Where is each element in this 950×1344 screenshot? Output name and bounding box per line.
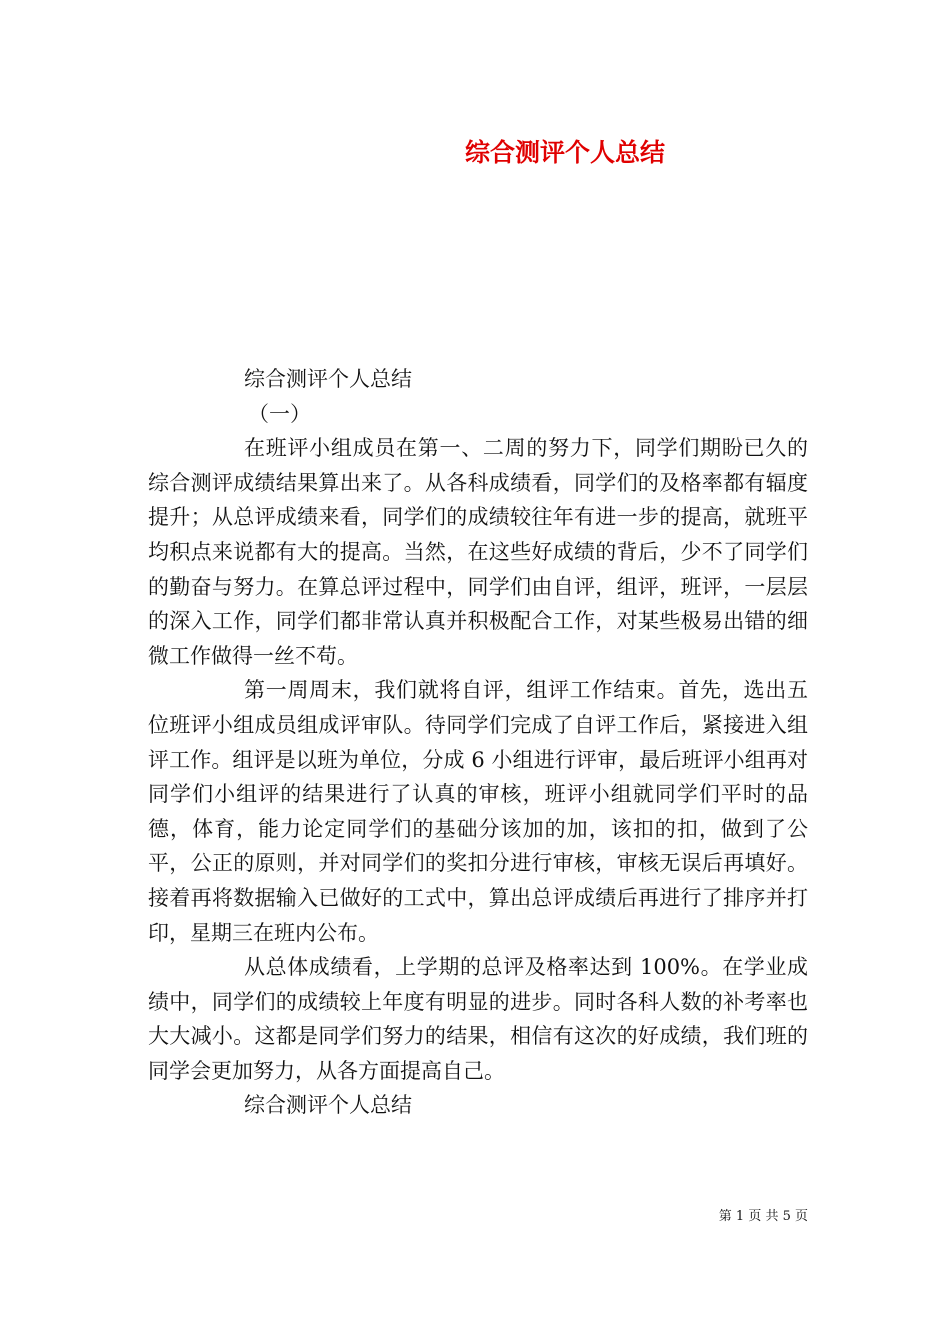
page-footer [0,1205,808,1224]
document-body [148,362,808,1123]
page-title: 综合测评个人总结 [464,138,665,167]
section-number: （一） [248,401,311,426]
paragraph-2: 第一周周末，我们就将自评，组评工作结束。首先，选出五位班评小组成员组成评审队。待同学们完成了自评工作后，紧接进入组评工作。组评是以班为单位，分成 6 小组进行评审，最后班评小组再对同学们小组评的结果进行了认真的审核，班评小组就同学们平时的品德，体育，能力论定同学们的基础分该加的加，该扣的扣，做到了公平，公正的原则，并对同学们的奖扣分进行审核，审核无误后再填好。接着再将数据输入已做好的工式中，算出总评成绩后再进行了排序并打印，星期三在班内公布。 [148,678,808,945]
document-subtitle: 综合测评个人总结 [244,367,412,391]
paragraph-1: 在班评小组成员在第一、二周的努力下，同学们期盼已久的综合测评成绩结果算出来了。从各科成绩看，同学们的及格率都有辐度提升；从总评成绩来看，同学们的成绩较往年有进一步的提高，就班平均积点来说都有大的提高。当然，在这些好成绩的背后，少不了同学们的勤奋与努力。在算总评过程中，同学们由自评，组评，班评，一层层的深入工作，同学们都非常认真并积极配合工作，对某些极易出错的细微工作做得一丝不苟。 [148,436,808,668]
paragraph-3: 从总体成绩看，上学期的总评及格率达到 100%。在学业成绩中，同学们的成绩较上年度有明显的进步。同时各科人数的补考率也大大减小。这都是同学们努力的结果，相信有这次的好成绩，我们班的同学会更加努力，从各方面提高自己。 [148,955,808,1083]
page-number-label: 第 1 页 共 5 页 [718,1209,808,1224]
closing-subtitle: 综合测评个人总结 [244,1093,412,1118]
